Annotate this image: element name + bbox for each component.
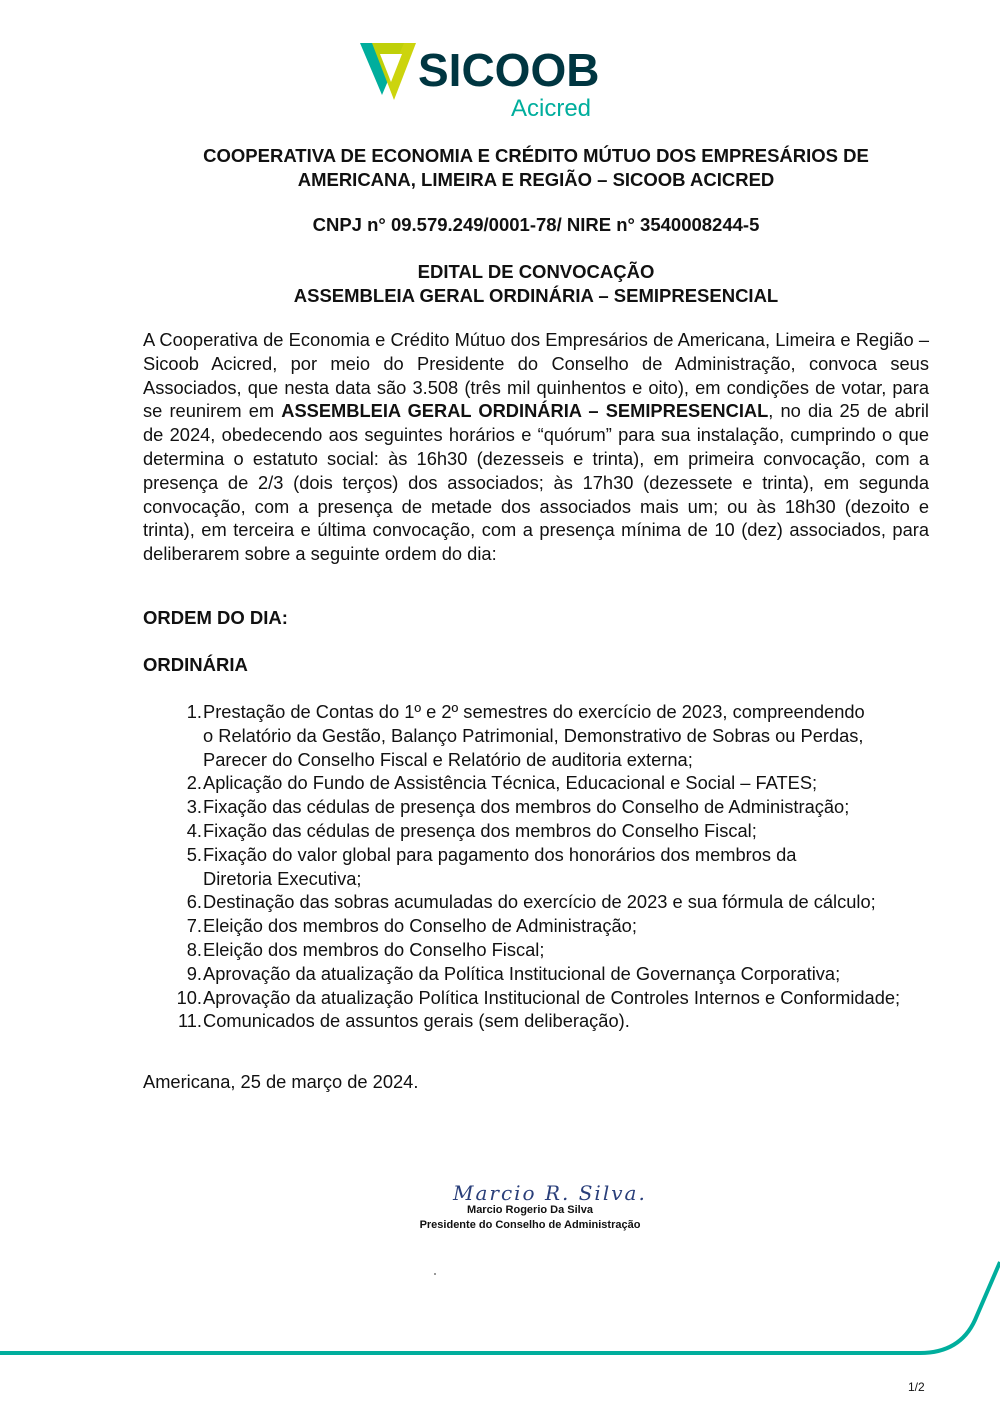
agenda-item: 6. Destinação das sobras acumuladas do exercício de 2023 e sua fórmula de cálculo; xyxy=(186,891,876,913)
agenda-item: 1. Prestação de Contas do 1º e 2º semestres do exercício de 2023, compreendendo o Relatório da Gestão, Balanço Patrimonial, Demonstrativo de Sobras ou Perdas, Parecer do Conselho Fiscal e Relatório de auditoria externa; xyxy=(186,701,865,770)
agenda-title: ORDEM DO DIA: xyxy=(143,607,288,628)
agenda-item: 2. Aplicação do Fundo de Assistência Técnica, Educacional e Social – FATES; xyxy=(186,772,818,794)
convocation-paragraph: A Cooperativa de Economia e Crédito Mútuo dos Empresários de Americana, Limeira e Região – Sicoob Acicred, por meio do Presidente do Conselho de Administração, convoca seus Associados, que nesta data são 3.508 (três mil quinhentos e oito), em condições de votar, para se reunirem em ASSEMBLEIA GERAL ORDINÁRIA – SEMIPRESENCIAL, no dia 25 de abril de 2024, obedecendo aos seguintes horários e “quórum” para sua instalação, cumprindo o que determina o estatuto social: às 16h30 (dezesseis e trinta), em primeira convocação, com a presença de 2/3 (dois terços) dos associados; às 17h30 (dezessete e trinta), em segunda convocação, com a presença de metade dos associados mais um; ou às 18h30 (dezoito e trinta), em terceira e última convocação, com a presença mínima de 10 (dez) associados, para deliberarem sobre a seguinte ordem do dia: xyxy=(143,329,929,565)
agenda-item: 11. Comunicados de assuntos gerais (sem deliberação). xyxy=(177,1010,630,1032)
agenda-list xyxy=(168,700,978,1033)
agenda-item: 8. Eleição dos membros do Conselho Fiscal; xyxy=(186,938,545,960)
handwritten-signature: Marcio R. Silva. xyxy=(453,1181,647,1205)
agenda-item: 5. Fixação do valor global para pagamento dos honorários dos membros da Diretoria Executiva; xyxy=(186,843,797,889)
agenda-item: 3. Fixação das cédulas de presença dos membros do Conselho de Administração; xyxy=(186,796,850,818)
org-name-line2: AMERICANA, LIMEIRA E REGIÃO – SICOOB ACICRED xyxy=(297,169,775,190)
org-name-line1: COOPERATIVA DE ECONOMIA E CRÉDITO MÚTUO DOS EMPRESÁRIOS DE xyxy=(203,145,869,166)
agenda-item: 9. Aprovação da atualização da Política Institucional de Governança Corporativa; xyxy=(186,962,841,984)
meeting-type: ASSEMBLEIA GERAL ORDINÁRIA – SEMIPRESENCIAL xyxy=(281,400,769,422)
logo-sub: Acicred xyxy=(511,95,592,120)
agenda-item: 7. Eleição dos membros do Conselho de Administração; xyxy=(186,915,637,937)
ordinary-title: ORDINÁRIA xyxy=(143,654,248,675)
registry-numbers: CNPJ n° 09.579.249/0001-78/ NIRE n° 3540008244-5 xyxy=(312,214,760,235)
signer-role: Presidente do Conselho de Administração xyxy=(419,1219,641,1231)
signer-name: Marcio Rogerio Da Silva xyxy=(467,1204,593,1216)
agenda-item: 4. Fixação das cédulas de presença dos membros do Conselho Fiscal; xyxy=(186,819,757,841)
sicoob-logo xyxy=(358,40,608,120)
agenda-item: 10. Aprovação da atualização Política Institucional de Controles Internos e Conformidade; xyxy=(176,986,901,1008)
place-date: Americana, 25 de março de 2024. xyxy=(143,1071,419,1092)
document-subtitle: ASSEMBLEIA GERAL ORDINÁRIA – SEMIPRESENCIAL xyxy=(293,285,779,306)
document-title: EDITAL DE CONVOCAÇÃO xyxy=(417,261,655,282)
page-number: 1/2 xyxy=(908,1380,925,1394)
sicoob-triangle-icon xyxy=(360,43,416,100)
logo-brand: SICOOB xyxy=(418,44,600,96)
footer-decoration xyxy=(0,1250,1000,1360)
